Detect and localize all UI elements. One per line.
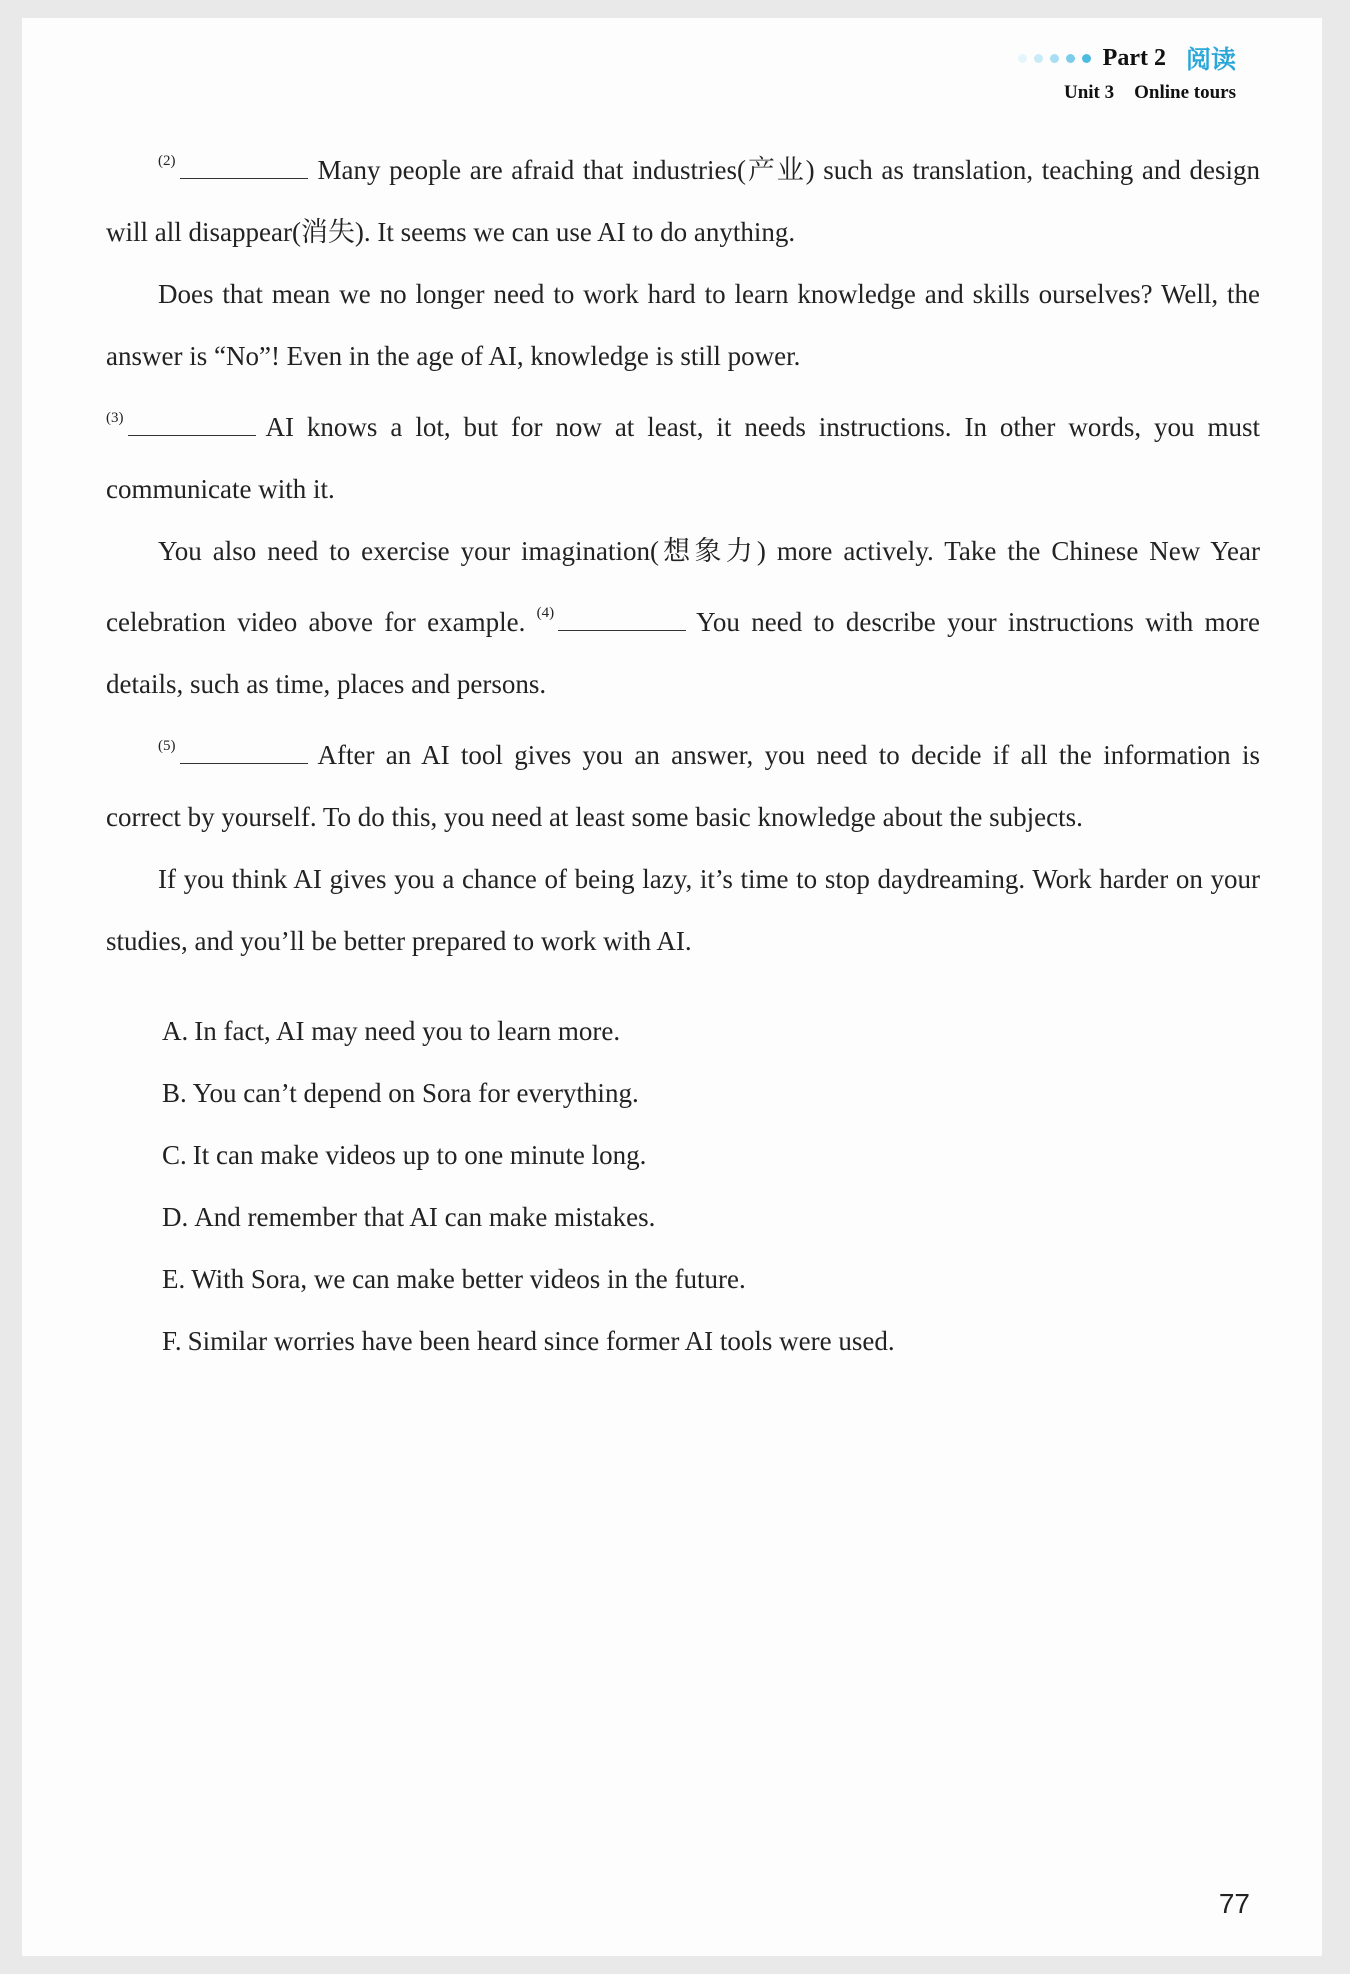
option-letter: E.	[162, 1264, 186, 1294]
option-text: And remember that AI can make mistakes.	[194, 1202, 656, 1232]
option-c[interactable]	[162, 1124, 1260, 1186]
dot-icon	[1034, 54, 1043, 63]
option-text: In fact, AI may need you to learn more.	[194, 1016, 621, 1046]
part-label: Part 2	[1102, 44, 1166, 71]
dot-icon	[1066, 54, 1075, 63]
answer-options	[106, 1000, 1260, 1372]
paragraph-end	[106, 848, 1260, 972]
page-number: 77	[1218, 1888, 1250, 1919]
reading-passage	[106, 130, 1260, 1372]
answer-blank-3[interactable]	[128, 415, 256, 436]
dot-icon	[1050, 54, 1059, 63]
option-f[interactable]	[162, 1310, 1260, 1372]
option-b[interactable]	[162, 1062, 1260, 1124]
paragraph-text: Many people are afraid that industries(产业) such as translation, teaching and design will all disappear(消失). It seems we can use AI to do anything.	[106, 155, 1260, 247]
paragraph-text: You also need to exercise your imagination(想象力) more actively. Take the Chinese New Year celebration video above for example.	[106, 536, 1260, 637]
header-top-row	[1018, 40, 1236, 76]
option-text: With Sora, we can make better videos in the future.	[191, 1264, 746, 1294]
paragraph-text: After an AI tool gives you an answer, you need to decide if all the information is correct by yourself. To do this, you need at least some basic knowledge about the subjects.	[106, 740, 1260, 832]
dot-icon	[1082, 54, 1091, 63]
blank-number: (5)	[158, 738, 176, 754]
paragraph-4	[106, 520, 1260, 715]
blank-number: (3)	[106, 410, 124, 426]
paragraph-text: AI knows a lot, but for now at least, it needs instructions. In other words, you must communicate with it.	[106, 412, 1260, 504]
paragraph-text: Does that mean we no longer need to work hard to learn knowledge and skills ourselves? Well, the answer is “No”! Even in the age of AI, knowledge is still power.	[106, 279, 1260, 371]
paragraph-text: If you think AI gives you a chance of being lazy, it’s time to stop daydreaming. Work harder on your studies, and you’ll be better prepared to work with AI.	[106, 864, 1260, 956]
decorative-dots	[1018, 54, 1091, 63]
option-d[interactable]	[162, 1186, 1260, 1248]
option-e[interactable]	[162, 1248, 1260, 1310]
dot-icon	[1018, 54, 1027, 63]
topic-label: Online tours	[1134, 82, 1236, 103]
option-text: Similar worries have been heard since former AI tools were used.	[187, 1326, 895, 1356]
option-letter: A.	[162, 1016, 189, 1046]
page-header	[1018, 40, 1236, 104]
section-name: 阅读	[1185, 45, 1236, 74]
option-letter: C.	[162, 1140, 187, 1170]
paragraph-question	[106, 263, 1260, 387]
paragraph-text: You need to describe your instructions with more details, such as time, places and persons.	[106, 607, 1261, 699]
blank-number: (4)	[536, 605, 555, 621]
answer-blank-5[interactable]	[180, 743, 308, 764]
blank-number: (2)	[158, 153, 176, 169]
unit-label: Unit 3	[1063, 82, 1115, 103]
paragraph-5	[106, 715, 1260, 848]
option-letter: D.	[162, 1202, 189, 1232]
option-letter: F.	[162, 1326, 182, 1356]
option-text: You can’t depend on Sora for everything.	[192, 1078, 639, 1108]
option-text: It can make videos up to one minute long.	[192, 1140, 647, 1170]
unit-line	[1018, 82, 1236, 104]
page	[22, 18, 1322, 1956]
paragraph-2	[106, 130, 1260, 263]
paragraph-3	[106, 387, 1260, 520]
answer-blank-2[interactable]	[180, 158, 308, 179]
option-letter: B.	[162, 1078, 187, 1108]
answer-blank-4[interactable]	[558, 610, 686, 631]
option-a[interactable]	[162, 1000, 1260, 1062]
